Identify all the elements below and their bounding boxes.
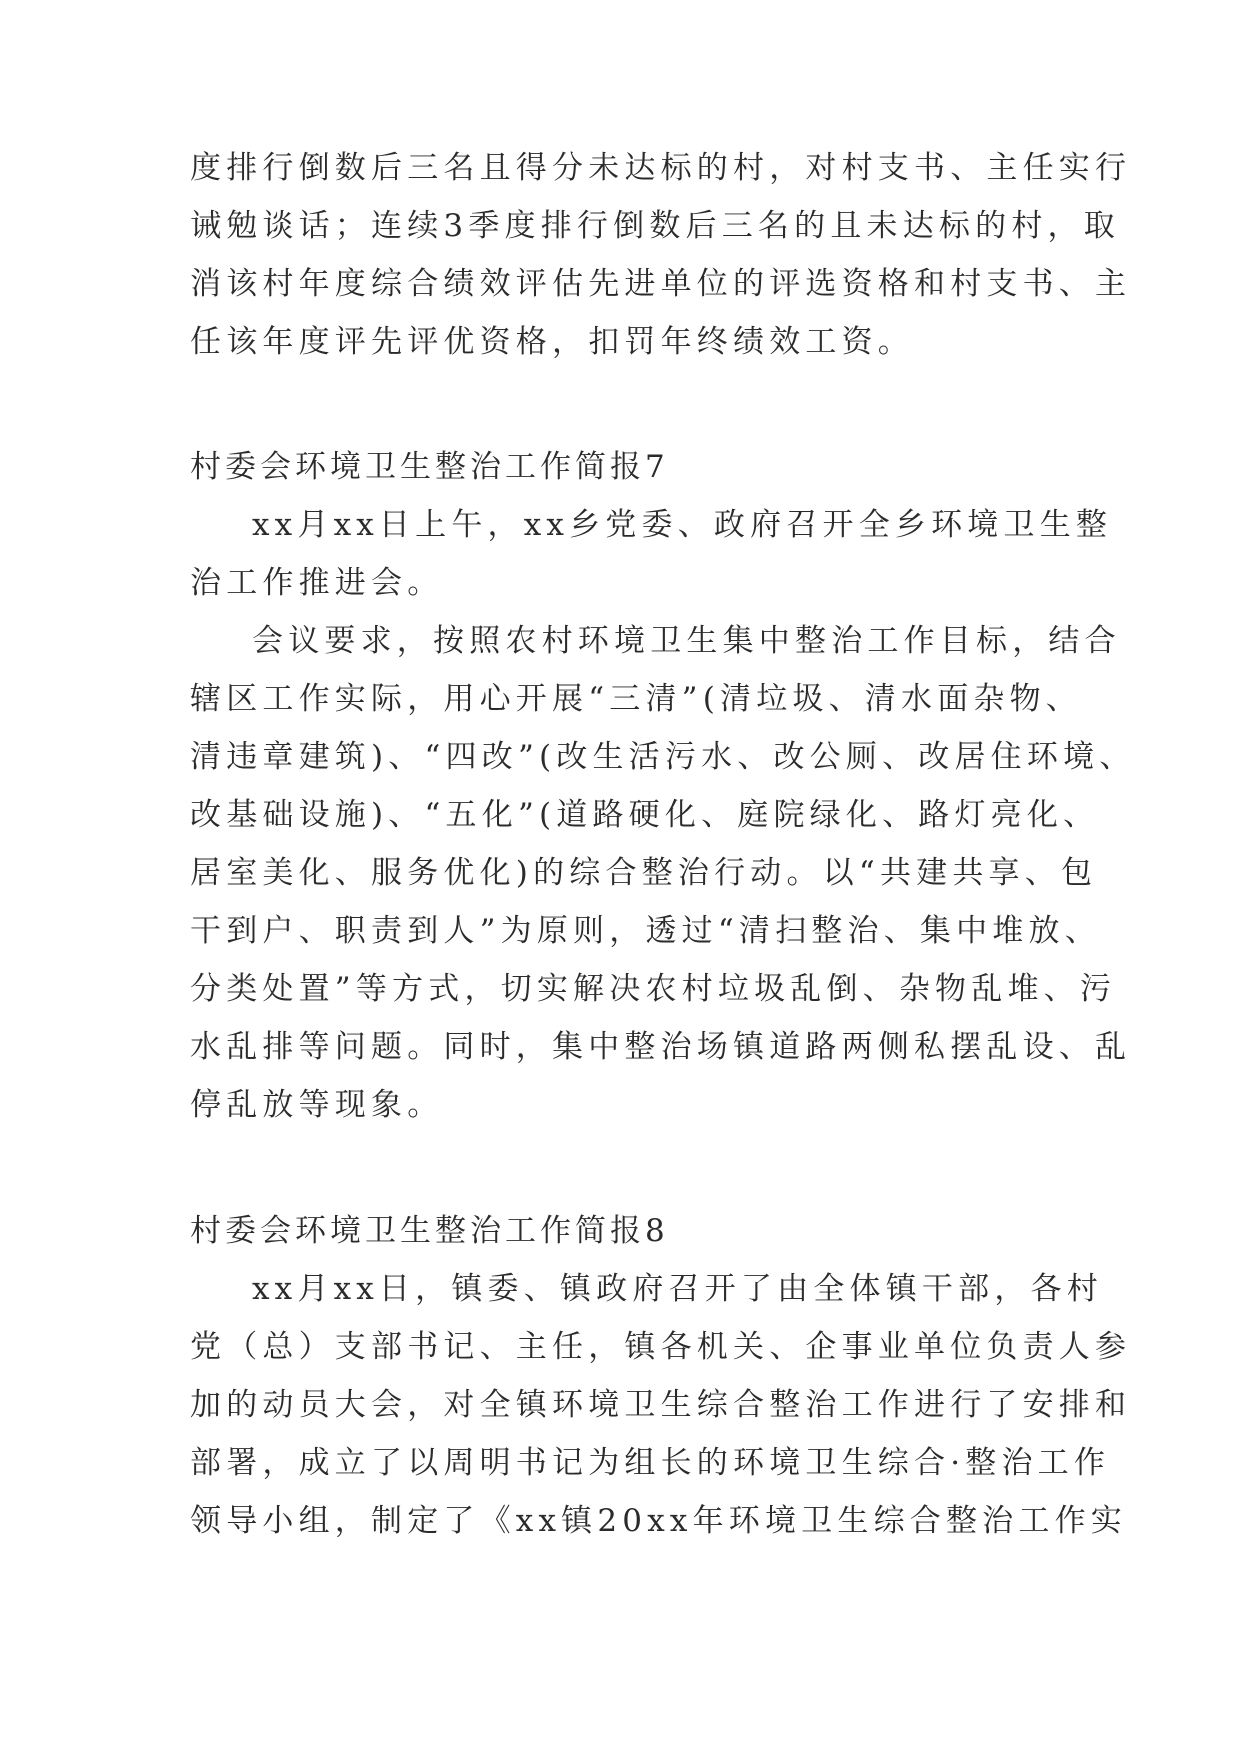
paragraph-line: 党（总）支部书记、主任，镇各机关、企事业单位负责人参 [190, 1329, 1132, 1365]
paragraph-line: 诫勉谈话；连续3季度排行倒数后三名的且未达标的村，取 [190, 208, 1120, 244]
paragraph-line: 居室美化、服务优化)的综合整治行动。以“共建共享、包 [190, 855, 1098, 891]
paragraph-line: 分类处置”等方式，切实解决农村垃圾乱倒、杂物乱堆、污 [190, 971, 1117, 1007]
paragraph-line: 改基础设施)、“五化”(道路硬化、庭院绿化、路灯亮化、 [190, 797, 1100, 833]
paragraph-line: xx月xx日，镇委、镇政府召开了由全体镇干部，各村 [252, 1271, 1103, 1307]
paragraph-line: 水乱排等问题。同时，集中整治场镇道路两侧私摆乱设、乱 [190, 1029, 1132, 1065]
paragraph-line: 消该村年度综合绩效评估先进单位的评选资格和村支书、主 [190, 266, 1132, 302]
paragraph-line: 清违章建筑)、“四改”(改生活污水、改公厕、改居住环境、 [190, 739, 1136, 775]
paragraph-line: 干到户、职责到人”为原则，透过“清扫整治、集中堆放、 [190, 913, 1101, 949]
paragraph-line: 停乱放等现象。 [190, 1087, 444, 1123]
paragraph-line: 治工作推进会。 [190, 565, 444, 601]
section-heading-7: 村委会环境卫生整治工作简报7 [190, 449, 669, 485]
paragraph-line: xx月xx日上午，xx乡党委、政府召开全乡环境卫生整 [252, 507, 1113, 543]
paragraph-line: 会议要求，按照农村环境卫生集中整治工作目标，结合 [252, 623, 1121, 659]
paragraph-line: 加的动员大会，对全镇环境卫生综合整治工作进行了安排和 [190, 1387, 1132, 1423]
paragraph-line: 部署，成立了以周明书记为组长的环境卫生综合·整治工作 [190, 1445, 1111, 1481]
paragraph-line: 辖区工作实际，用心开展“三清”(清垃圾、清水面杂物、 [190, 681, 1082, 717]
paragraph-line: 领导小组，制定了《xx镇20xx年环境卫生综合整治工作实 [190, 1503, 1127, 1539]
paragraph-line: 任该年度评先评优资格，扣罚年终绩效工资。 [190, 324, 914, 360]
section-heading-8: 村委会环境卫生整治工作简报8 [190, 1213, 669, 1249]
paragraph-line: 度排行倒数后三名且得分未达标的村，对村支书、主任实行 [190, 150, 1132, 186]
